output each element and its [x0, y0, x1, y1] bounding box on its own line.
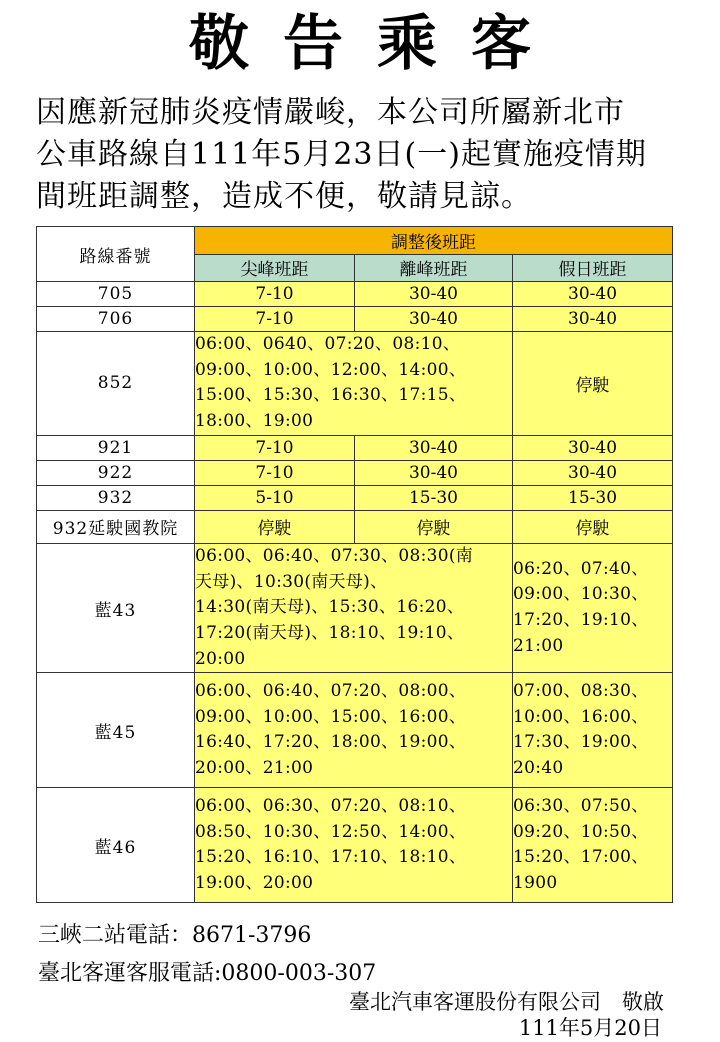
- station-phone: 三峽二站電話：8671-3796: [38, 923, 312, 948]
- weekday-departure-times: 06:00、06:30、07:20、08:10、 08:50、10:30、12:50、14:00、 15:20、16:10、17:10、18:10、 19:00、20:00: [195, 788, 513, 903]
- holiday-interval: 停駛: [513, 332, 673, 436]
- route-number: 921: [37, 435, 195, 460]
- route-number: 932延駛國教院: [37, 510, 195, 543]
- offpeak-interval: 30-40: [355, 307, 513, 332]
- offpeak-column-header: 離峰班距: [355, 254, 513, 282]
- table-row: [37, 460, 673, 485]
- route-number: 852: [37, 332, 195, 436]
- table-row: [37, 332, 673, 436]
- holiday-column-header: 假日班距: [513, 254, 673, 282]
- route-number: 706: [37, 307, 195, 332]
- notice-line-2: 公車路線自111年5月23日(一)起實施疫情期: [36, 137, 647, 172]
- holiday-interval: 30-40: [513, 460, 673, 485]
- adjusted-interval-header: 調整後班距: [195, 227, 673, 255]
- table-row: [37, 543, 673, 673]
- holiday-interval: 30-40: [513, 435, 673, 460]
- offpeak-interval: 30-40: [355, 460, 513, 485]
- holiday-departure-times: 06:30、07:50、 09:20、10:50、 15:20、17:00、 1900: [513, 788, 673, 903]
- table-row: [37, 282, 673, 307]
- route-number: 藍45: [37, 673, 195, 788]
- weekday-departure-times: 06:00、0640、07:20、08:10、 09:00、10:00、12:00、14:00、 15:00、15:30、16:30、17:15、 18:00、19:00: [195, 332, 513, 436]
- weekday-departure-times: 06:00、06:40、07:20、08:00、 09:00、10:00、15:00、16:00、 16:40、17:20、18:00、19:00、 20:00、21:00: [195, 673, 513, 788]
- route-number: 藍46: [37, 788, 195, 903]
- weekday-departure-times: 06:00、06:40、07:30、08:30(南 天母)、10:30(南天母)、 14:30(南天母)、15:30、16:20、 17:20(南天母)、18:10、19:10、 20:00: [195, 543, 513, 673]
- peak-interval: 5-10: [195, 485, 355, 510]
- route-number: 932: [37, 485, 195, 510]
- peak-interval: 停駛: [195, 510, 355, 543]
- holiday-interval: 15-30: [513, 485, 673, 510]
- route-number: 922: [37, 460, 195, 485]
- peak-column-header: 尖峰班距: [195, 254, 355, 282]
- offpeak-interval: 30-40: [355, 282, 513, 307]
- holiday-interval: 停駛: [513, 510, 673, 543]
- route-number: 705: [37, 282, 195, 307]
- offpeak-interval: 30-40: [355, 435, 513, 460]
- holiday-departure-times: 07:00、08:30、 10:00、16:00、 17:30、19:00、 20:40: [513, 673, 673, 788]
- holiday-interval: 30-40: [513, 307, 673, 332]
- table-row: [37, 673, 673, 788]
- table-header-row: [37, 227, 673, 255]
- table-row: [37, 485, 673, 510]
- notice-line-1: 因應新冠肺炎疫情嚴峻，本公司所屬新北市: [36, 95, 625, 130]
- peak-interval: 7-10: [195, 282, 355, 307]
- peak-interval: 7-10: [195, 435, 355, 460]
- customer-service-phone: 臺北客運客服電話:0800-003-307: [38, 961, 377, 986]
- notice-date: 111年5月20日: [518, 1016, 662, 1040]
- route-number: 藍43: [37, 543, 195, 673]
- table-row: [37, 510, 673, 543]
- table-row: [37, 435, 673, 460]
- route-column-header: 路線番號: [37, 227, 195, 282]
- company-signature: 臺北汽車客運股份有限公司 敬啟: [349, 990, 664, 1014]
- notice-title: 敬告乘客: [189, 9, 565, 79]
- notice-body: [36, 92, 696, 218]
- holiday-departure-times: 06:20、07:40、 09:00、10:30、 17:20、19:10、 21:00: [513, 543, 673, 673]
- holiday-interval: 30-40: [513, 282, 673, 307]
- table-row: [37, 307, 673, 332]
- offpeak-interval: 停駛: [355, 510, 513, 543]
- peak-interval: 7-10: [195, 307, 355, 332]
- schedule-table: [36, 226, 673, 903]
- offpeak-interval: 15-30: [355, 485, 513, 510]
- notice-line-3: 間班距調整，造成不便，敬請見諒。: [36, 179, 532, 214]
- peak-interval: 7-10: [195, 460, 355, 485]
- table-row: [37, 788, 673, 903]
